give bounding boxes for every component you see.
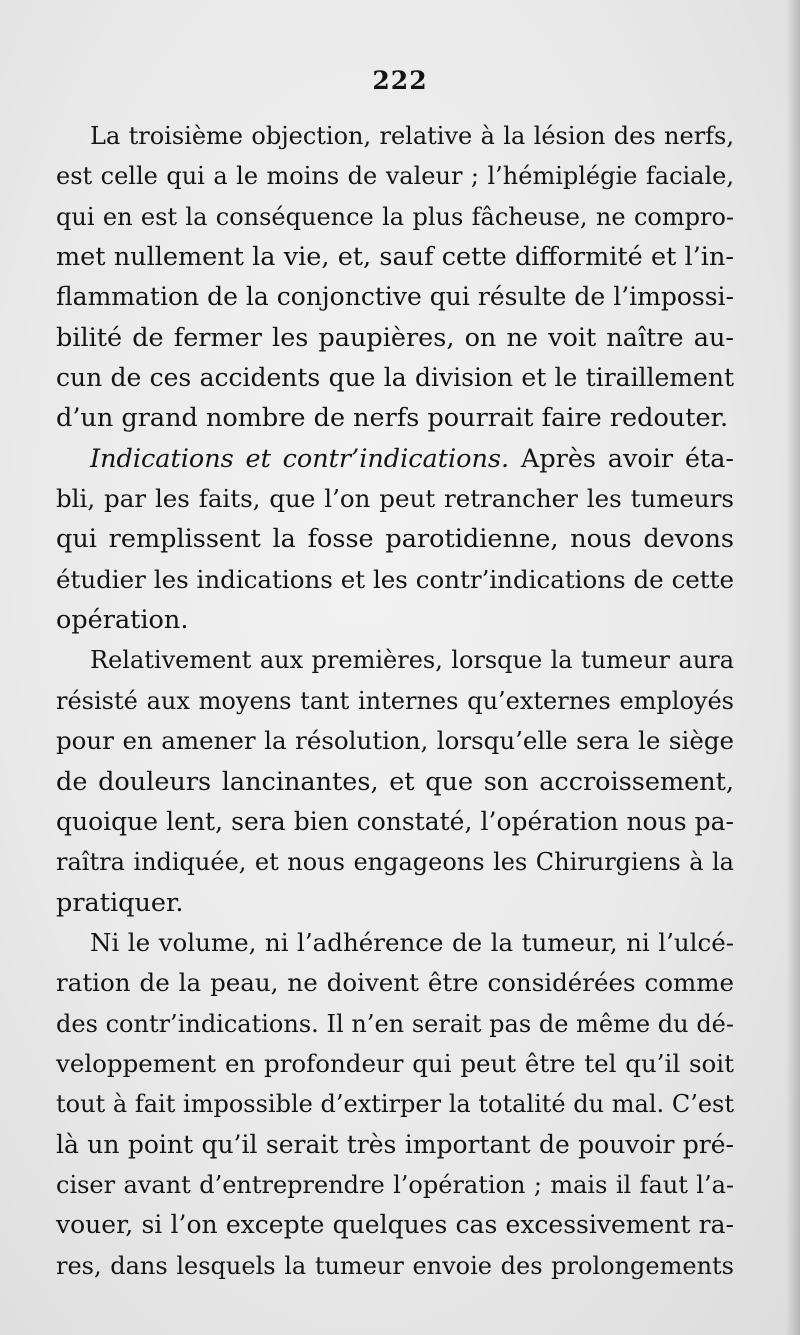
text-line: vouer, si l’on excepte quelques cas excessivement ra- [56,1210,734,1240]
text-line: bilité de fermer les paupières, on ne voit naître au- [56,322,734,353]
text-line: cun de ces accidents que la division et le tiraillement [56,363,734,393]
text-line: La troisième objection, relative à la lésion des nerfs, [90,122,734,150]
text-line: flammation de la conjonctive qui résulte de l’impossi- [56,282,734,312]
text-line: pour en amener la résolution, lorsqu’elle sera le siège [56,726,734,756]
text-line: pratiquer. [56,887,184,918]
text-line: étudier les indications et les contr’indications de cette [56,564,734,594]
text-line: met nullement la vie, et, sauf cette difformité et l’in- [56,242,734,273]
text-line-fragment: Après avoir éta- [520,443,735,474]
text-line: de douleurs lancinantes, et que son accroissement, [56,766,734,797]
text-line: ration de la peau, ne doivent être considérées comme [56,968,734,998]
text-line: ciser avant d’entreprendre l’opération ; mais il faut l’a- [56,1170,734,1199]
text-line: qui en est la conséquence la plus fâcheuse, ne compro- [56,202,734,231]
page-number: 222 [372,66,428,95]
text-line: raîtra indiquée, et nous engageons les Chirurgiens à la [56,848,734,877]
text-line: d’un grand nombre de nerfs pourrait faire redouter. [56,403,729,434]
section-heading-line [56,439,734,479]
text-line: est celle qui a le moins de valeur ; l’hémiplégie faciale, [56,162,734,191]
text-line: quoique lent, sera bien constaté, l’opération nous pa- [56,806,734,836]
body-text [56,116,734,1286]
text-line: bli, par les faits, que l’on peut retrancher les tumeurs [56,484,734,514]
text-line: opération. [56,605,189,636]
text-line: des contr’indications. Il n’en serait pas de même du dé- [56,1009,734,1038]
text-line: veloppement en profondeur qui peut être tel qu’il soit [56,1048,734,1078]
text-line: là un point qu’il serait très important de pouvoir pré- [56,1129,734,1159]
text-line: res, dans lesquels la tumeur envoie des prolongements [56,1251,734,1280]
section-heading: Indications et contr’indications. [90,443,510,474]
text-line: tout à fait impossible d’extirper la totalité du mal. C’est [56,1090,734,1119]
text-line: résisté aux moyens tant internes qu’externes employés [56,686,734,715]
text-line: qui remplissent la fosse parotidienne, nous devons [56,524,734,555]
text-line: Ni le volume, ni l’adhérence de la tumeur, ni l’ulcé- [90,927,734,957]
text-line: Relativement aux premières, lorsque la tumeur aura [90,646,734,675]
page-edge-shadow [786,0,800,1335]
